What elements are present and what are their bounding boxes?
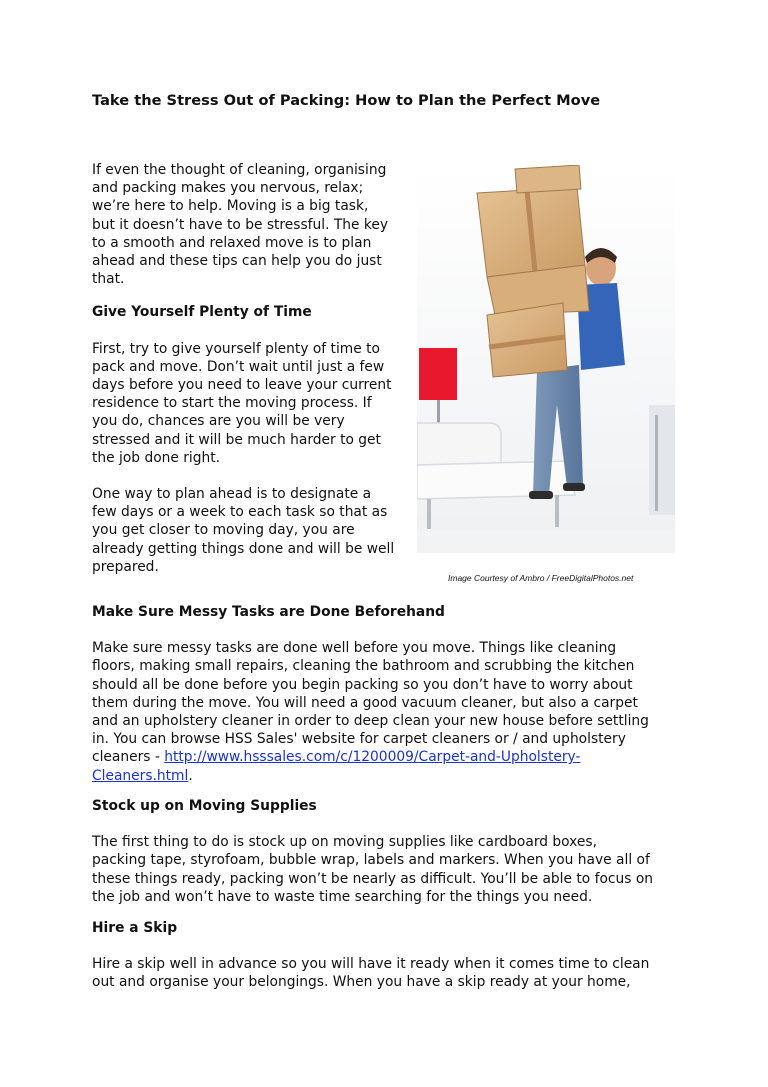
- messy-paragraph-text: Make sure messy tasks are done well before you move. Things like cleaning floors, making small repairs, cleaning the bathroom and scrubbing the kitchen should all be done before you begin packing so you don’t have to worry about them during the move. You will need a good vacuum cleaner, but also a carpet and an upholstery cleaner in order to deep clean your new house before settling in. You can browse HSS Sales' website for carpet cleaners or / and upholstery cleaners -: [92, 640, 649, 766]
- section-hire-skip: [92, 919, 682, 992]
- intro-paragraph: If even the thought of cleaning, organising and packing makes you nervous, relax; we’re here to help. Moving is a big task, but it doesn’t have to be stressful. The key to a smooth and relaxed move is to plan ahead and these tips can help you do just that.: [92, 162, 389, 288]
- messy-paragraph: [92, 639, 682, 785]
- section-heading-messy: Make Sure Messy Tasks are Done Beforehand: [92, 604, 445, 620]
- messy-paragraph-end: .: [188, 767, 193, 784]
- time-paragraph-1: First, try to give yourself plenty of time to pack and move. Don’t wait until just a few days before you need to leave your current residence to start the moving process. If you do, chances are you will be very stressed and it will be much harder to get the job done right.: [92, 340, 392, 466]
- left-column: [92, 161, 410, 576]
- section-heading-skip: Hire a Skip: [92, 920, 178, 936]
- section-moving-supplies: [92, 797, 682, 906]
- carpet-cleaners-link[interactable]: http://www.hsssales.com/c/1200009/Carpet-and-Upholstery- Cleaners.html: [92, 749, 581, 784]
- moving-man-photo: [417, 165, 675, 553]
- section-messy-tasks: [92, 603, 682, 785]
- skip-paragraph: Hire a skip well in advance so you will have it ready when it comes time to clean out and organise your belongings. When you have a skip ready at your home,: [92, 956, 650, 991]
- supplies-paragraph: The first thing to do is stock up on moving supplies like cardboard boxes, packing tape, styrofoam, bubble wrap, labels and markers. When you have all of these things ready, packing won’t be nearly as difficult. You’ll be able to focus on the job and won’t have to waste time searching for the things you need.: [92, 834, 654, 905]
- section-heading-supplies: Stock up on Moving Supplies: [92, 798, 317, 814]
- time-paragraph-2: One way to plan ahead is to designate a few days or a week to each task so that as you get closer to moving day, you are already getting things done and will be well prepared.: [92, 486, 395, 575]
- image-caption: Image Courtesy of Ambro / FreeDigitalPhotos.net: [448, 573, 634, 583]
- section-heading-time: Give Yourself Plenty of Time: [92, 304, 312, 321]
- document-title: Take the Stress Out of Packing: How to Plan the Perfect Move: [92, 92, 601, 109]
